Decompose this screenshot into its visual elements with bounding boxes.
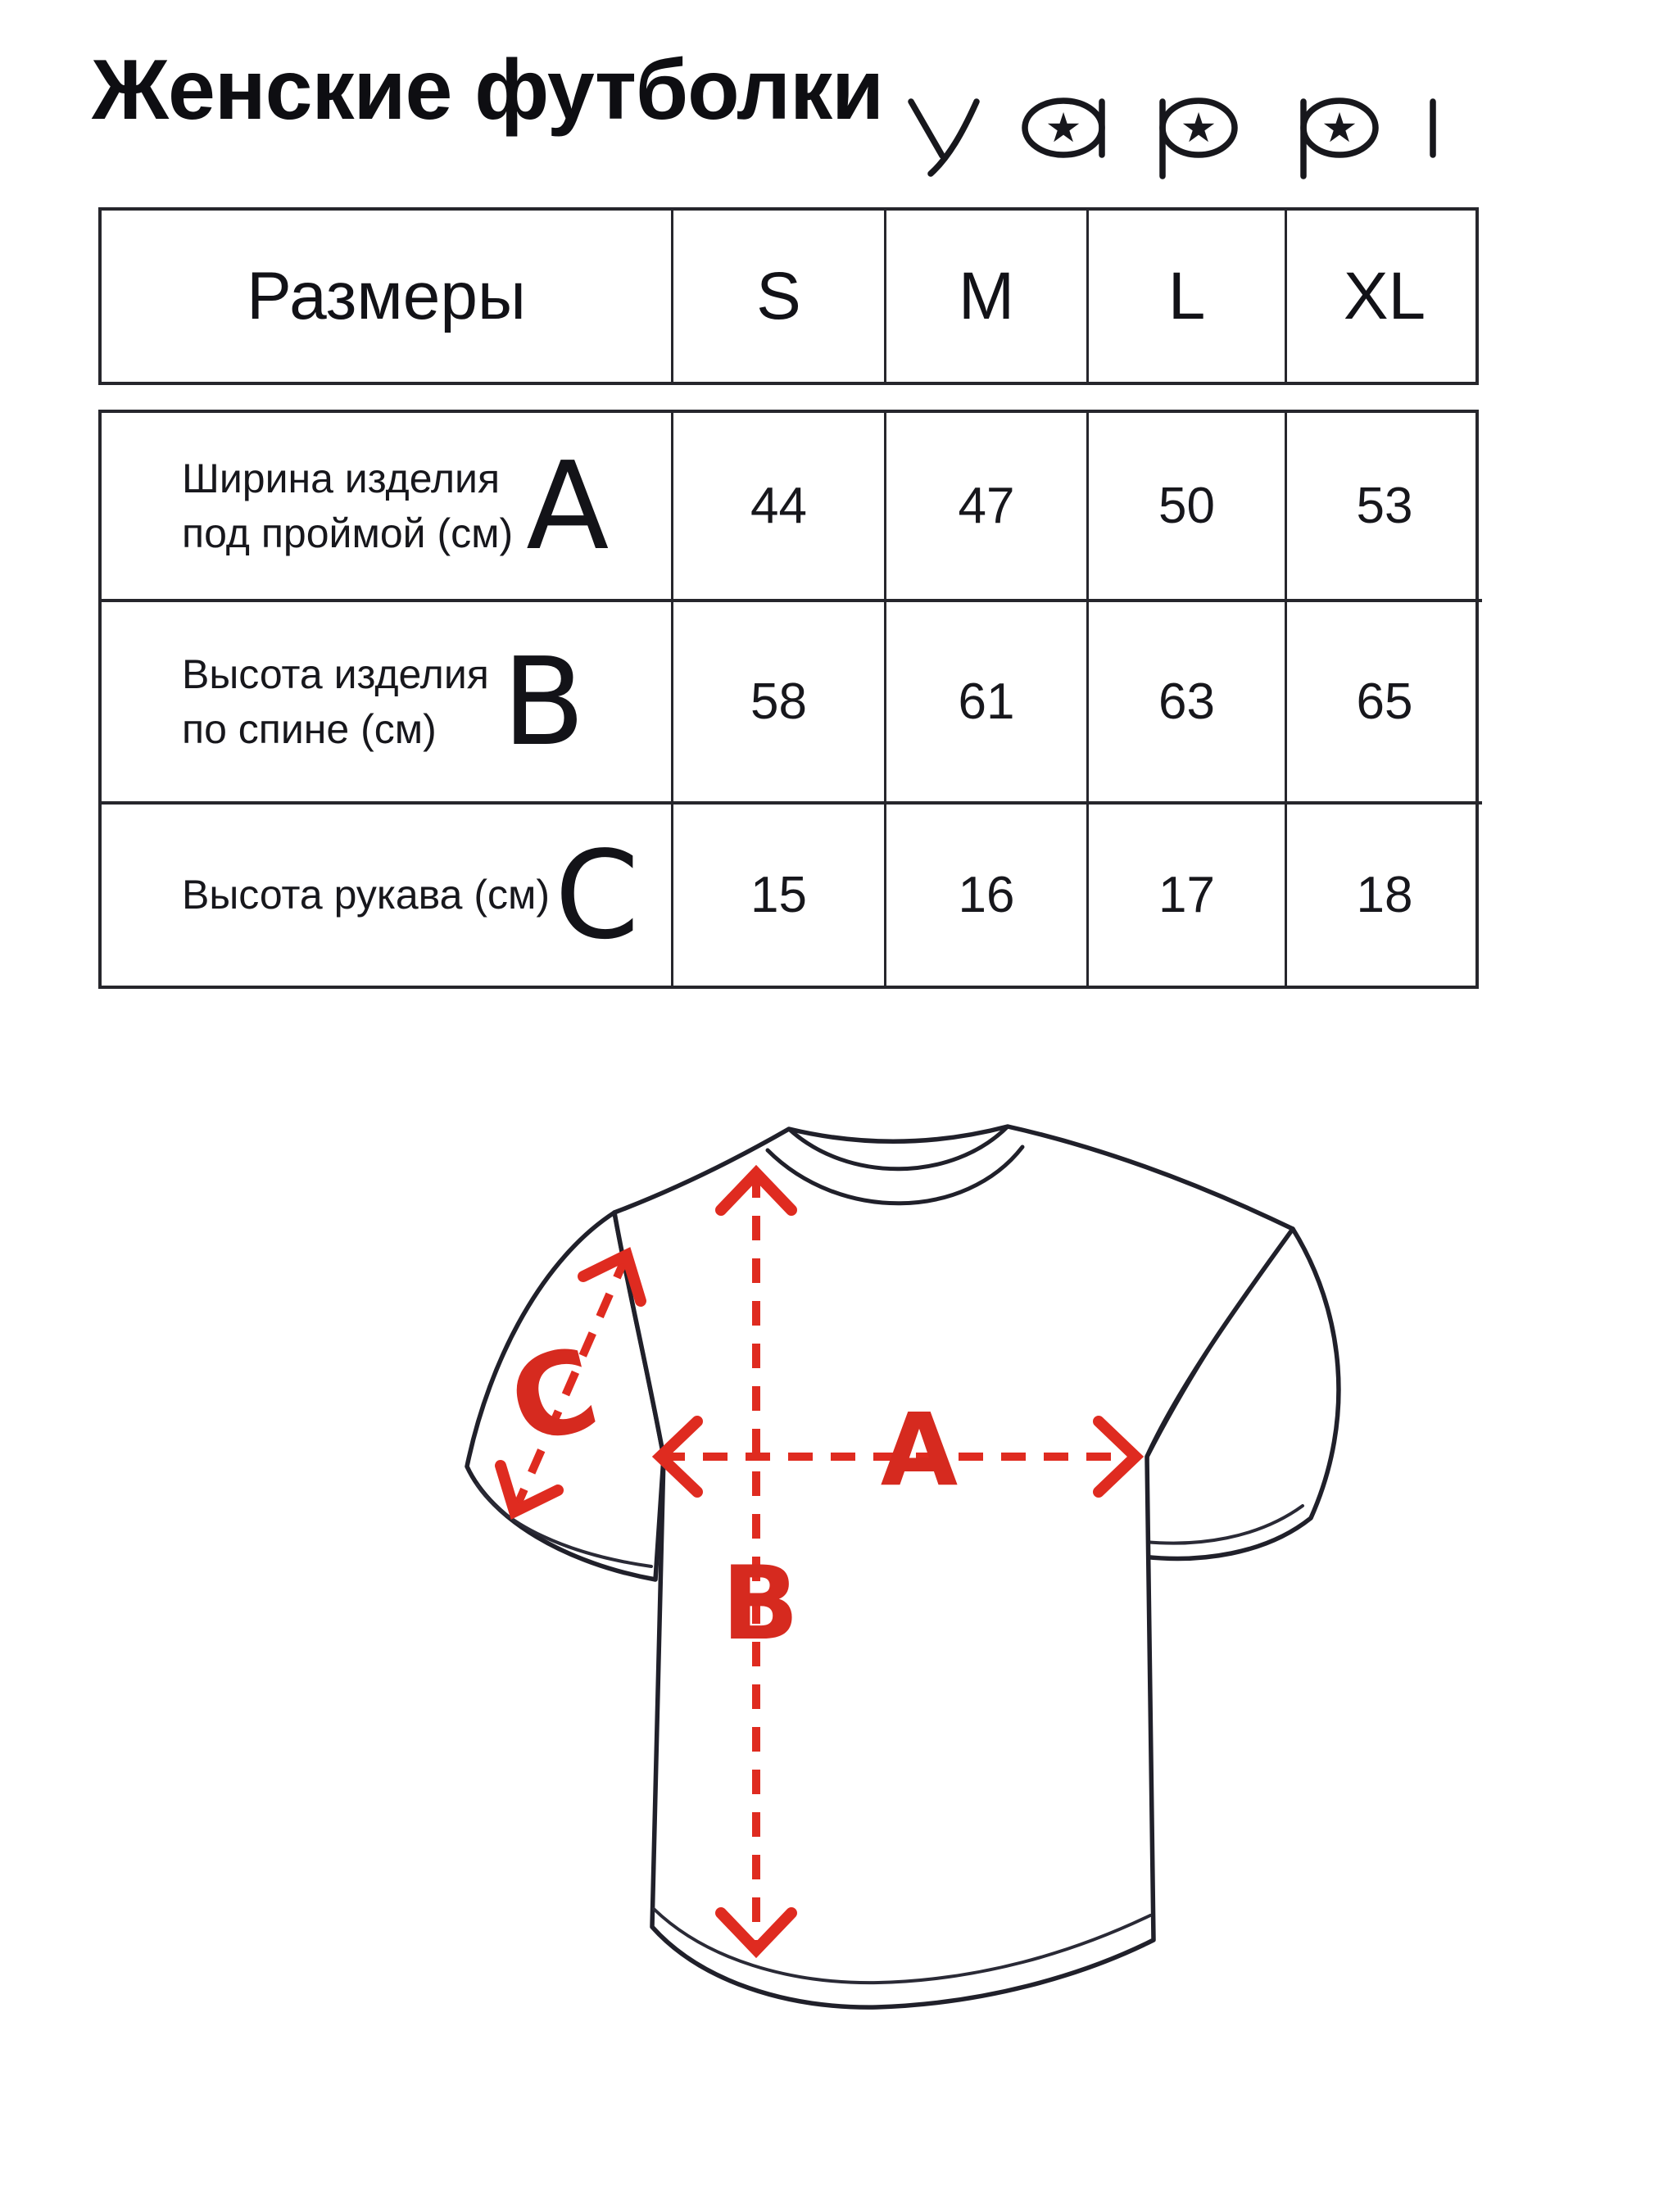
tshirt-body xyxy=(614,1126,1293,2007)
table-cell: 50 xyxy=(1089,413,1287,602)
row-c-label: Высота рукава (см) xyxy=(182,872,550,918)
row-a-label: Ширина изделия под проймой (см) xyxy=(182,455,514,556)
row-b-label: Высота изделия по спине (см) xyxy=(182,650,489,752)
sizes-header-label: Размеры xyxy=(247,258,526,333)
table-cell: 44 xyxy=(673,413,886,602)
dimension-letter-a: A xyxy=(526,435,610,577)
measure-label-c: C xyxy=(497,1322,610,1471)
table-cell: 47 xyxy=(886,413,1089,602)
star-icon: ★ xyxy=(1180,104,1217,152)
measure-label-a: A xyxy=(880,1392,959,1508)
brand-logo xyxy=(911,101,1433,176)
star-icon: ★ xyxy=(1321,104,1358,152)
table-cell: 63 xyxy=(1089,602,1287,805)
size-l-label: L xyxy=(1167,258,1206,333)
dimension-letter-c: C xyxy=(555,824,640,966)
table-cell: 16 xyxy=(886,805,1089,986)
dimension-letter-b: B xyxy=(501,631,586,773)
table-cell: 17 xyxy=(1089,805,1287,986)
table-cell: 61 xyxy=(886,602,1089,805)
logo-letter-y-tail xyxy=(931,102,977,174)
table-cell: 58 xyxy=(673,602,886,805)
size-m-label: M xyxy=(958,258,1015,333)
table-cell: 18 xyxy=(1356,867,1413,923)
tshirt-outline xyxy=(467,1126,1339,2007)
table-cell: 65 xyxy=(1287,602,1482,805)
table-cell: 15 xyxy=(673,805,886,986)
logo-letter-y xyxy=(911,102,942,156)
page-title: Женские футболки xyxy=(92,43,884,138)
size-s-label: S xyxy=(756,258,801,333)
star-icon: ★ xyxy=(1045,104,1082,152)
table-cell: 53 xyxy=(1287,413,1482,602)
size-xl-label: XL xyxy=(1343,258,1426,333)
measure-label-b: B xyxy=(721,1545,800,1663)
